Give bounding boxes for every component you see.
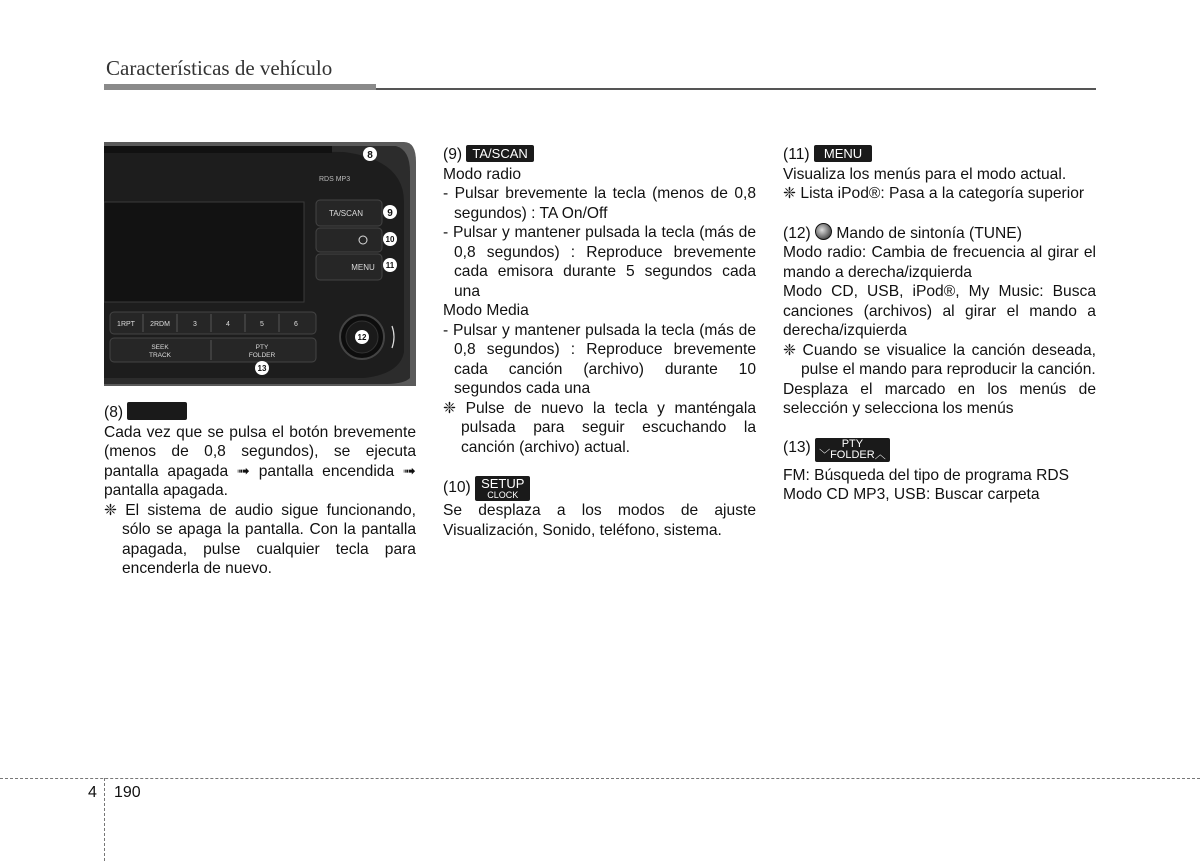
- section-13-label: (13): [783, 438, 811, 456]
- radio-item-2: - Pulsar y mantener pulsada la tecla (más de 0,8 segundos) : Reproduce brevemente cada emisora durante 5 segundos cada una: [443, 224, 756, 300]
- section-8-heading: [104, 402, 416, 423]
- tune-knob-icon: [815, 223, 832, 240]
- audio-unit-illustration: [104, 142, 416, 386]
- page-header-title: Características de vehículo: [106, 56, 333, 80]
- svg-text:3: 3: [193, 321, 197, 328]
- section-10-heading: [443, 476, 756, 501]
- track-label: TRACK: [148, 352, 172, 359]
- section-12-label: (12): [783, 224, 811, 242]
- section-8-label: (8): [104, 404, 124, 421]
- footer-vertical-rule: [104, 778, 105, 861]
- svg-text:12: 12: [357, 333, 367, 342]
- section-13-cd: Modo CD MP3, USB: Buscar carpeta: [783, 486, 1040, 503]
- setup-key: [475, 476, 530, 501]
- section-12-title: Mando de sintonía (TUNE): [836, 224, 1022, 242]
- header-accent-bar: [104, 84, 376, 90]
- tascan-button-label: TA/SCAN: [328, 209, 364, 218]
- section-12-heading: [783, 223, 1096, 244]
- setup-key-bottom: CLOCK: [487, 490, 519, 500]
- menu-key: MENU: [814, 145, 872, 162]
- tascan-key: TA/SCAN: [466, 145, 533, 162]
- section-10-label: (10): [443, 479, 471, 496]
- section-9-heading: [443, 145, 756, 165]
- svg-text:5: 5: [260, 321, 264, 328]
- section-12-menu: Desplaza el marcado en los menús de selección y selecciona los menús: [783, 380, 1096, 417]
- seek-label: SEEK: [151, 344, 169, 351]
- section-13-heading: [783, 438, 1096, 462]
- media-item-1: - Pulsar y mantener pulsada la tecla (más de 0,8 segundos) : Reproduce brevemente cada canción (archivo) durante 10 segundos cada una: [443, 321, 756, 397]
- section-13-fm: FM: Búsqueda del tipo de programa RDS: [783, 466, 1070, 484]
- svg-text:11: 11: [385, 261, 395, 270]
- radio-item-1: - Pulsar brevemente la tecla (menos de 0,8 segundos) : TA On/Off: [443, 185, 756, 222]
- column-1: [104, 402, 416, 579]
- svg-text:4: 4: [226, 321, 230, 328]
- pty-folder-key: [815, 438, 890, 462]
- svg-text:2RDM: 2RDM: [150, 321, 170, 328]
- column-2: [443, 145, 756, 540]
- moon-icon: [149, 404, 163, 418]
- section-8-text: Cada vez que se pulsa el botón brevemente (menos de 0,8 segundos), se ejecuta pantalla apagada ➟ pantalla encendida ➟ pantalla apagada.: [104, 423, 416, 499]
- svg-text:13: 13: [257, 364, 267, 373]
- section-8-note: ❈ El sistema de audio sigue funcionando, sólo se apaga la pantalla. Con la pantalla apagada, pulse cualquier tecla para encenderla de nuevo.: [104, 501, 416, 577]
- column-3: [783, 145, 1096, 505]
- pty-key-bottom: FOLDER: [830, 448, 875, 461]
- section-9-label: (9): [443, 146, 463, 163]
- section-11-note: ❈ Lista iPod®: Pasa a la categoría superior: [783, 185, 1085, 202]
- section-12-radio: Modo radio: Cambia de frecuencia al girar el mando a derecha/izquierda: [783, 244, 1096, 281]
- page-number: 190: [114, 784, 141, 801]
- section-9-note: ❈ Pulse de nuevo la tecla y manténgala pulsada para seguir escuchando la canción (archivo) actual.: [443, 399, 756, 456]
- chevron-up-icon: ︿: [874, 448, 886, 461]
- section-12-note: ❈ Cuando se visualice la canción deseada, pulse el mando para reproducir la canción.: [783, 341, 1096, 378]
- display-off-key: [127, 402, 187, 420]
- header-rule: [376, 88, 1096, 90]
- pty-key-bottom-row: [819, 450, 886, 461]
- section-11-heading: [783, 145, 1096, 165]
- section-11-text: Visualiza los menús para el modo actual.: [783, 165, 1067, 183]
- section-number: 4: [88, 784, 97, 801]
- rds-logo: RDS MP3: [319, 176, 351, 183]
- folder-label: FOLDER: [248, 352, 276, 359]
- pty-label: PTY: [255, 344, 269, 351]
- svg-text:8: 8: [367, 150, 373, 161]
- svg-text:1RPT: 1RPT: [117, 321, 135, 328]
- section-10-text: Se desplaza a los modos de ajuste Visualización, Sonido, teléfono, sistema.: [443, 502, 756, 539]
- footer-dashed-rule: [0, 778, 1200, 779]
- pty-key-top: PTY: [841, 437, 864, 450]
- svg-text:10: 10: [385, 235, 395, 244]
- section-11-label: (11): [783, 146, 810, 163]
- svg-text:9: 9: [387, 208, 393, 219]
- radio-mode-heading: Modo radio: [443, 165, 522, 183]
- setup-key-top: SETUP: [481, 476, 525, 491]
- svg-text:6: 6: [294, 321, 298, 328]
- section-12-cd: Modo CD, USB, iPod®, My Music: Busca canciones (archivos) al girar el mando a derecha/izquierda: [783, 283, 1096, 339]
- menu-button-label: MENU: [351, 263, 375, 272]
- chevron-down-icon: ﹀: [819, 448, 831, 461]
- media-mode-heading: Modo Media: [443, 302, 529, 319]
